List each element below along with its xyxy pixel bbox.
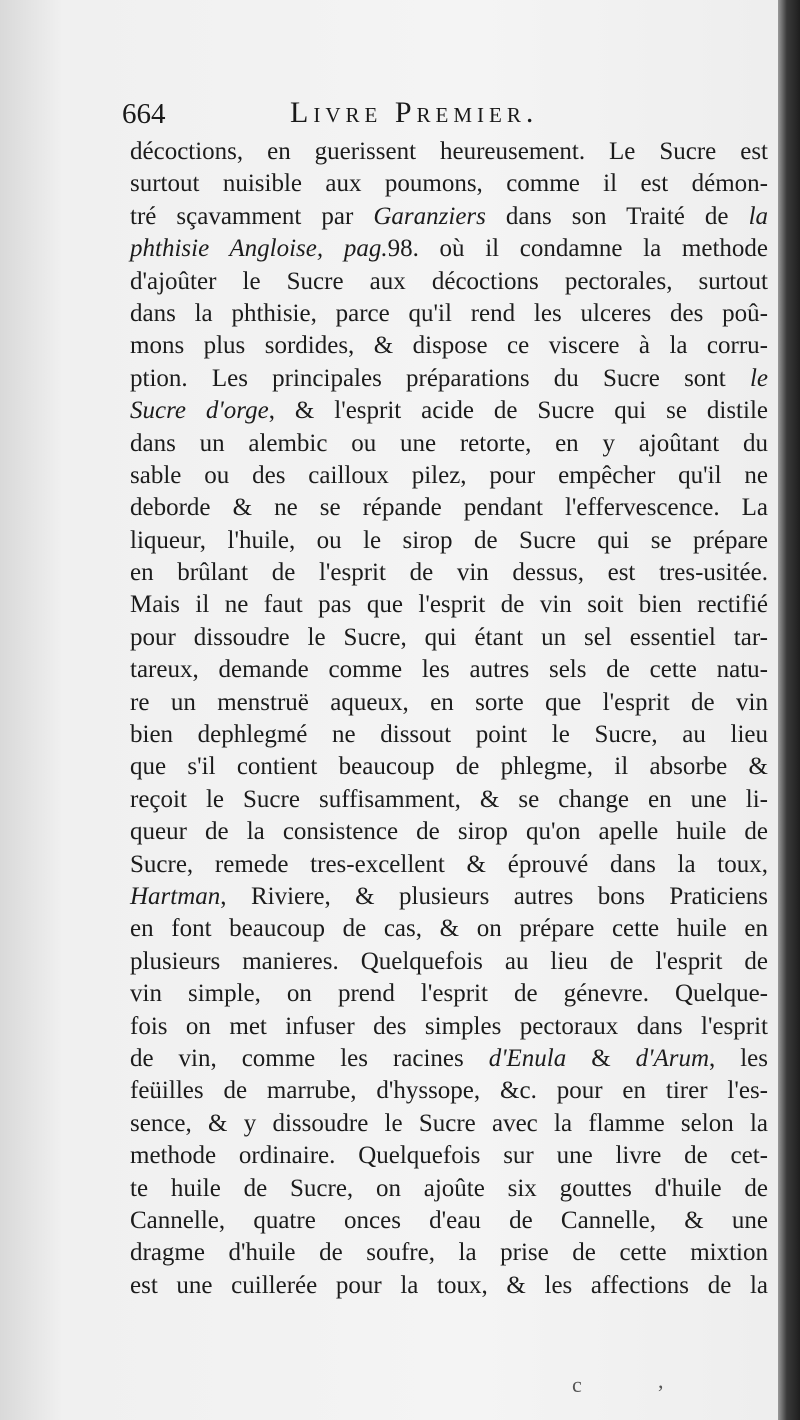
text-line (130, 913, 768, 945)
text-run: dans son Traité de (485, 202, 749, 230)
page-header (122, 92, 762, 136)
italic-text: Hartman (130, 882, 221, 910)
italic-text: d'Enula (488, 1044, 567, 1072)
text-line (130, 330, 768, 362)
text-line (130, 460, 768, 492)
text-line (130, 1108, 768, 1140)
text-line (130, 298, 768, 330)
text-run: sable ou des cailloux pilez, pour empêcher qu'il ne (130, 461, 768, 489)
text-run: ption. Les principales préparations du Sucre sont (130, 364, 750, 392)
italic-text: le (749, 364, 768, 392)
text-line (130, 978, 768, 1010)
text-run: 98. où il condamne la methode (387, 235, 768, 263)
text-run: Cannelle, quatre onces d'eau de Cannelle, & une (130, 1206, 768, 1234)
text-run: dragme d'huile de soufre, la prise de cette mixtion (130, 1239, 768, 1267)
text-run: Mais il ne faut pas que l'esprit de vin soit bien rectifié (130, 591, 768, 619)
text-run: , & l'esprit acide de Sucre qui se distile (268, 397, 768, 425)
text-run: que s'il contient beaucoup de phlegme, il absorbe & (130, 753, 768, 781)
italic-text: phthisie Angloise, pag. (130, 235, 388, 263)
text-line (130, 816, 768, 848)
text-line (130, 622, 768, 654)
text-run: , Riviere, & plusieurs autres bons Praticiens (220, 882, 768, 910)
text-run: décoctions, en guerissent heureusement. Le Sucre est (130, 138, 768, 165)
text-line (130, 428, 768, 460)
text-run: reçoit le Sucre suffisamment, & se change en une li- (130, 785, 768, 813)
text-line (130, 363, 768, 395)
text-run: en font beaucoup de cas, & on prépare cette huile en (130, 915, 768, 943)
text-line (130, 1075, 768, 1107)
text-line (130, 687, 768, 719)
text-run: d'ajoûter le Sucre aux décoctions pectorales, surtout (130, 267, 768, 295)
ink-speck: c (572, 1372, 582, 1397)
text-run: pour dissoudre le Sucre, qui étant un sel essentiel tar- (130, 623, 768, 651)
text-run: re un menstruë aqueux, en sorte que l'esprit de vin (130, 688, 768, 716)
text-run: Sucre, remede tres-excellent & éprouvé dans la toux, (130, 850, 768, 878)
italic-text: Sucre d'orge (130, 397, 269, 425)
text-line (130, 1205, 768, 1237)
page-number: 664 (122, 98, 166, 130)
text-run: mons plus sordides, & dispose ce viscere à la corru- (130, 332, 768, 360)
text-line (130, 168, 768, 200)
text-line (130, 1237, 768, 1269)
text-line (130, 136, 768, 168)
text-run: tareux, demande comme les autres sels de cette natu- (130, 656, 768, 684)
text-line (130, 201, 768, 233)
text-run: liqueur, l'huile, ou le sirop de Sucre qui se prépare (130, 526, 768, 554)
text-line (130, 751, 768, 783)
text-run: de vin, comme les racines (130, 1044, 489, 1072)
text-line (130, 1043, 768, 1075)
italic-text: Garanziers (373, 202, 486, 230)
text-line (130, 1173, 768, 1205)
text-line (130, 946, 768, 978)
text-run: & (566, 1044, 636, 1072)
text-line (130, 395, 768, 427)
text-line (130, 557, 768, 589)
text-line (130, 266, 768, 298)
text-run: sence, & y dissoudre le Sucre avec la flamme selon la (130, 1109, 768, 1137)
text-line (130, 1011, 768, 1043)
text-run: , les (709, 1044, 769, 1072)
text-run: dans la phthisie, parce qu'il rend les ulceres des poû- (130, 299, 768, 327)
text-run: plusieurs manieres. Quelquefois au lieu de l'esprit de (130, 947, 768, 975)
text-line (130, 719, 768, 751)
italic-text: d'Arum (635, 1044, 710, 1072)
text-line (130, 1270, 768, 1302)
text-line (130, 1140, 768, 1172)
page-edge-shadow (778, 0, 800, 1420)
ink-speck: , (658, 1368, 664, 1393)
text-line (130, 654, 768, 686)
text-run: fois on met infuser des simples pectoraux dans l'esprit (130, 1012, 768, 1040)
text-run: vin simple, on prend l'esprit de génevre. Quelque- (130, 980, 768, 1008)
text-run: bien dephlegmé ne dissout point le Sucre, au lieu (130, 721, 768, 749)
italic-text: la (748, 202, 769, 230)
text-run: feüilles de marrube, d'hyssope, &c. pour en tirer l'es- (130, 1077, 768, 1105)
text-line (130, 525, 768, 557)
text-run: est une cuillerée pour la toux, & les affections de la (130, 1271, 768, 1299)
text-run: te huile de Sucre, on ajoûte six gouttes d'huile de (130, 1174, 768, 1202)
text-line (130, 849, 768, 881)
text-run: en brûlant de l'esprit de vin dessus, est tres-usitée. (130, 559, 768, 587)
text-run: tré sçavamment par (130, 202, 374, 230)
text-line (130, 881, 768, 913)
text-line (130, 492, 768, 524)
text-run: deborde & ne se répande pendant l'effervescence. La (130, 494, 768, 522)
text-line (130, 589, 768, 621)
body-text (130, 136, 768, 1302)
text-run: queur de la consistence de sirop qu'on apelle huile de (130, 818, 768, 846)
text-run: surtout nuisible aux poumons, comme il est démon- (130, 170, 768, 198)
running-title: Livre Premier. (290, 96, 539, 129)
text-run: methode ordinaire. Quelquefois sur une livre de cet- (130, 1142, 768, 1170)
text-line (130, 784, 768, 816)
text-line (130, 233, 768, 265)
text-run: dans un alembic ou une retorte, en y ajoûtant du (130, 429, 768, 457)
